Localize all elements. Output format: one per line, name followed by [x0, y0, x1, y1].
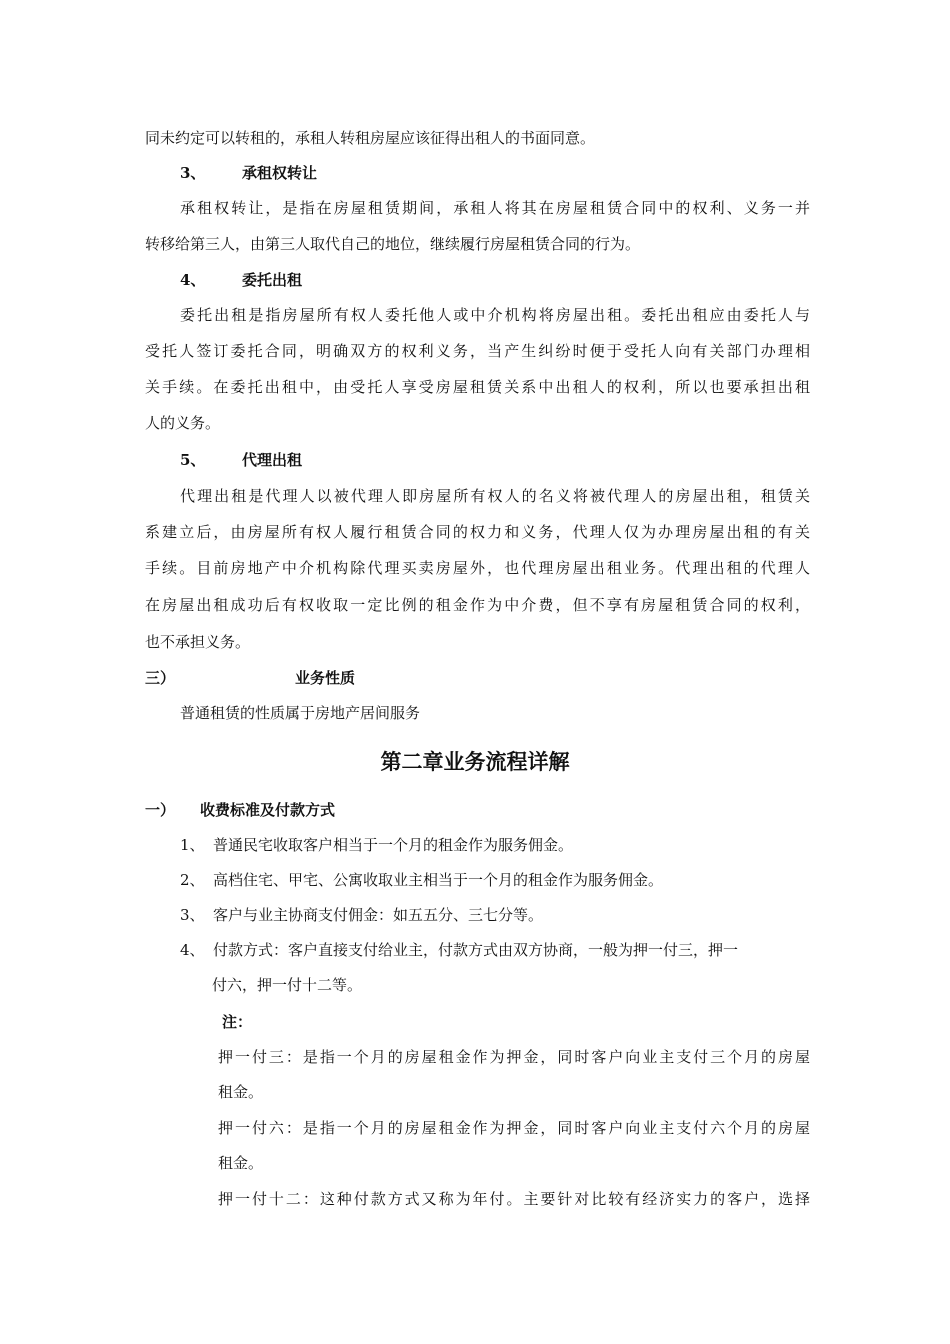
note-line: 押一付六：是指一个月的房屋租金作为押金，同时客户向业主支付六个月的房屋	[218, 1119, 810, 1137]
section-heading-3	[180, 163, 810, 183]
subsection-heading	[145, 800, 810, 820]
paragraph-line: 同未约定可以转租的，承租人转租房屋应该征得出租人的书面同意。	[145, 129, 596, 147]
note-line: 押一付三：是指一个月的房屋租金作为押金，同时客户向业主支付三个月的房屋	[218, 1048, 810, 1066]
section-heading-5	[180, 450, 810, 470]
paragraph-line: 承租权转让，是指在房屋租赁期间，承租人将其在房屋租赁合同中的权利、义务一并	[180, 199, 810, 217]
heading-number: 4、	[180, 271, 206, 289]
heading-title: 业务性质	[295, 669, 356, 687]
paragraph-line: 系建立后，由房屋所有权人履行租赁合同的权力和义务，代理人仅为办理房屋出租的有关	[145, 523, 810, 541]
list-text: 高档住宅、甲宅、公寓收取业主相当于一个月的租金作为服务佣金。	[213, 871, 664, 889]
list-text: 普通民宅收取客户相当于一个月的租金作为服务佣金。	[213, 836, 574, 854]
heading-title: 收费标准及付款方式	[200, 801, 336, 819]
paragraph-line: 普通租赁的性质属于房地产居间服务	[180, 704, 421, 722]
subsection-heading	[145, 668, 810, 688]
paragraph-line: 在房屋出租成功后有权收取一定比例的租金作为中介费，但不享有房屋租赁合同的权利，	[145, 596, 810, 614]
paragraph-line: 受托人签订委托合同，明确双方的权利义务，当产生纠纷时便于受托人向有关部门办理相	[145, 342, 810, 360]
heading-number: 一）	[145, 801, 176, 819]
list-item	[180, 870, 810, 890]
list-number: 3、	[180, 906, 205, 924]
list-item-continuation: 付六，押一付十二等。	[212, 976, 363, 994]
heading-title: 承租权转让	[242, 164, 318, 182]
paragraph-line: 代理出租是代理人以被代理人即房屋所有权人的名义将被代理人的房屋出租，租赁关	[180, 487, 810, 505]
note-label: 注：	[222, 1013, 253, 1031]
note-line: 租金。	[218, 1154, 264, 1172]
paragraph-line: 人的义务。	[145, 414, 221, 432]
paragraph-line: 手续。目前房地产中介机构除代理买卖房屋外，也代理房屋出租业务。代理出租的代理人	[145, 559, 810, 577]
list-item	[180, 905, 810, 925]
list-number: 1、	[180, 836, 205, 854]
chapter-title: 第二章业务流程详解	[380, 749, 570, 774]
list-text: 客户与业主协商支付佣金：如五五分、三七分等。	[213, 906, 544, 924]
heading-title: 代理出租	[242, 451, 303, 469]
note-line: 租金。	[218, 1083, 264, 1101]
heading-number: 5、	[180, 451, 206, 469]
paragraph-line: 转移给第三人，由第三人取代自己的地位，继续履行房屋租赁合同的行为。	[145, 235, 641, 253]
paragraph-line: 也不承担义务。	[145, 633, 251, 651]
list-number: 4、	[180, 941, 205, 959]
list-item	[180, 940, 810, 960]
heading-title: 委托出租	[242, 271, 303, 289]
note-line: 押一付十二：这种付款方式又称为年付。主要针对比较有经济实力的客户，选择	[218, 1190, 810, 1208]
list-item	[180, 835, 810, 855]
paragraph-line: 关手续。在委托出租中，由受托人享受房屋租赁关系中出租人的权利，所以也要承担出租	[145, 378, 810, 396]
paragraph-line: 委托出租是指房屋所有权人委托他人或中介机构将房屋出租。委托出租应由委托人与	[180, 306, 810, 324]
heading-number: 3、	[180, 164, 206, 182]
heading-number: 三）	[145, 669, 176, 687]
section-heading-4	[180, 270, 810, 290]
list-text: 付款方式：客户直接支付给业主，付款方式由双方协商，一般为押一付三，押一	[213, 941, 739, 959]
list-number: 2、	[180, 871, 205, 889]
